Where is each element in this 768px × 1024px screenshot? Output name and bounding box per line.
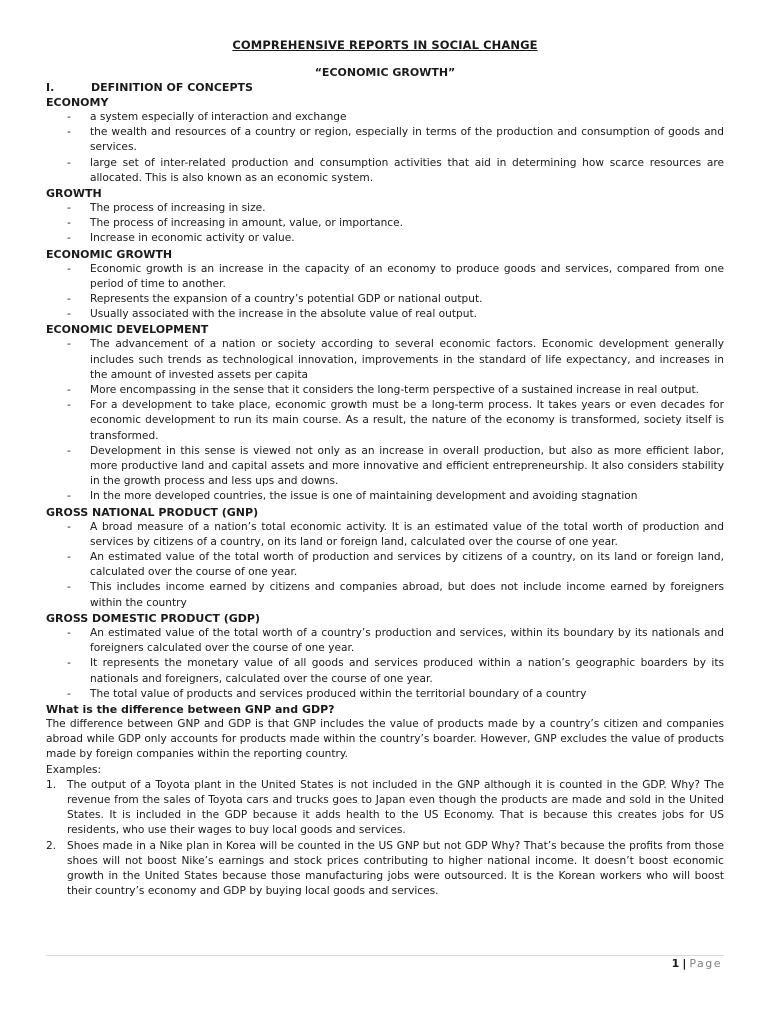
examples-label: Examples:	[46, 763, 102, 776]
list-item: - Economic growth is an increase in the capacity of an economy to produce goods and services, compared from one period of time to another.	[46, 262, 724, 292]
growth-heading: GROWTH	[46, 187, 102, 201]
list-item: - Usually associated with the increase in the absolute value of real output.	[46, 307, 724, 322]
list-item: - The process of increasing in amount, value, or importance.	[46, 216, 724, 231]
growth-list	[46, 201, 724, 247]
document-page	[46, 38, 724, 899]
section-number: I.	[46, 81, 55, 94]
section-title: DEFINITION OF CONCEPTS	[91, 81, 253, 94]
example-text: Shoes made in a Nike plan in Korea will be counted in the US GNP but not GDP Why? That’s because the profits from those shoes will not boost Nike’s earnings and stock prices contributing to higher national income. It doesn’t boost economic growth in the United States because those manufacturing jobs were outsourced. It is the Korean workers who will boost their country’s economy and GDP by buying local goods and services.	[67, 839, 724, 898]
list-item: - This includes income earned by citizens and companies abroad, but does not include income earned by foreigners within the country	[46, 580, 724, 610]
economic-growth-list	[46, 262, 724, 323]
document-title: COMPREHENSIVE REPORTS IN SOCIAL CHANGE	[232, 38, 538, 52]
gnp-list	[46, 520, 724, 611]
list-item: - An estimated value of the total worth of a country’s production and services, within its boundary by its nationals and foreigners calculated over the course of one year.	[46, 626, 724, 656]
economic-development-list	[46, 337, 724, 504]
example-number: 1.	[46, 778, 57, 791]
page-footer	[672, 957, 722, 970]
list-item: - the wealth and resources of a country or region, especially in terms of the production and consumption of goods and services.	[46, 125, 724, 155]
list-item: - It represents the monetary value of all goods and services produced within a nation’s geographic boarders by its nationals and foreigners, calculated over the course of one year.	[46, 656, 724, 686]
economic-development-heading: ECONOMIC DEVELOPMENT	[46, 323, 209, 337]
list-item: - For a development to take place, economic growth must be a long-term process. It takes years or even decades for economic development to run its main course. As a result, the nature of the economy is transformed, society itself is transformed.	[46, 398, 724, 444]
gnp-heading: GROSS NATIONAL PRODUCT (GNP)	[46, 505, 259, 519]
list-item: - Represents the expansion of a country’s potential GDP or national output.	[46, 292, 724, 307]
list-item: - In the more developed countries, the issue is one of maintaining development and avoiding stagnation	[46, 489, 724, 504]
footer-divider	[46, 955, 724, 956]
economy-heading: ECONOMY	[46, 96, 109, 109]
example-item	[46, 778, 724, 839]
list-item: - A broad measure of a nation’s total economic activity. It is an estimated value of the total worth of production and services by citizens of a country, on its land or foreign land, calculated over the course of one year.	[46, 520, 724, 550]
example-item	[46, 839, 724, 900]
gdp-heading: GROSS DOMESTIC PRODUCT (GDP)	[46, 611, 261, 625]
list-item: - Development in this sense is viewed not only as an increase in overall production, but also as more efficient labor, more productive land and capital assets and more innovative and efficient entrepreneurship. It also considers stability in the growth process and less ups and downs.	[46, 444, 724, 490]
page-label: Page	[689, 957, 722, 970]
list-item: - An estimated value of the total worth of production and services by citizens of a country, on its land or foreign land, calculated over the course of one year.	[46, 550, 724, 580]
economy-list	[46, 110, 724, 186]
list-item: - The total value of products and services produced within the territorial boundary of a country	[46, 687, 724, 702]
list-item: - The advancement of a nation or society according to several economic factors. Economic development generally includes such trends as technological innovation, improvements in the standard of life expectancy, and increases in the amount of invested assets per capita	[46, 337, 724, 383]
list-item: - a system especially of interaction and exchange	[46, 110, 724, 125]
difference-heading: What is the difference between GNP and GDP?	[46, 702, 335, 716]
example-text: The output of a Toyota plant in the United States is not included in the GNP although it is counted in the GDP. Why? The revenue from the sales of Toyota cars and trucks goes to Japan even though the products are made and sold in the United States. It is included in the GDP because it adds health to the US Economy. That is because this creates jobs for US residents, who use their wages to buy local goods and services.	[67, 778, 724, 837]
difference-paragraph: The difference between GNP and GDP is that GNP includes the value of products made by a country’s citizen and companies abroad while GDP only accounts for products made within the country’s boarder. However, GNP excludes the value of products made by foreign companies within the reporting country.	[46, 717, 724, 761]
section-heading	[46, 80, 724, 95]
footer-separator: |	[682, 957, 687, 970]
economic-growth-heading: ECONOMIC GROWTH	[46, 247, 173, 261]
list-item: - The process of increasing in size.	[46, 201, 724, 216]
list-item: - Increase in economic activity or value.	[46, 231, 724, 246]
example-number: 2.	[46, 839, 57, 852]
gdp-list	[46, 626, 724, 702]
page-number: 1	[671, 957, 680, 970]
document-subtitle: “ECONOMIC GROWTH”	[314, 66, 456, 79]
list-item: - large set of inter-related production and consumption activities that aid in determining how scarce resources are allocated. This is also known as an economic system.	[46, 156, 724, 186]
examples-list	[46, 778, 724, 900]
list-item: - More encompassing in the sense that it considers the long-term perspective of a sustained increase in real output.	[46, 383, 724, 398]
